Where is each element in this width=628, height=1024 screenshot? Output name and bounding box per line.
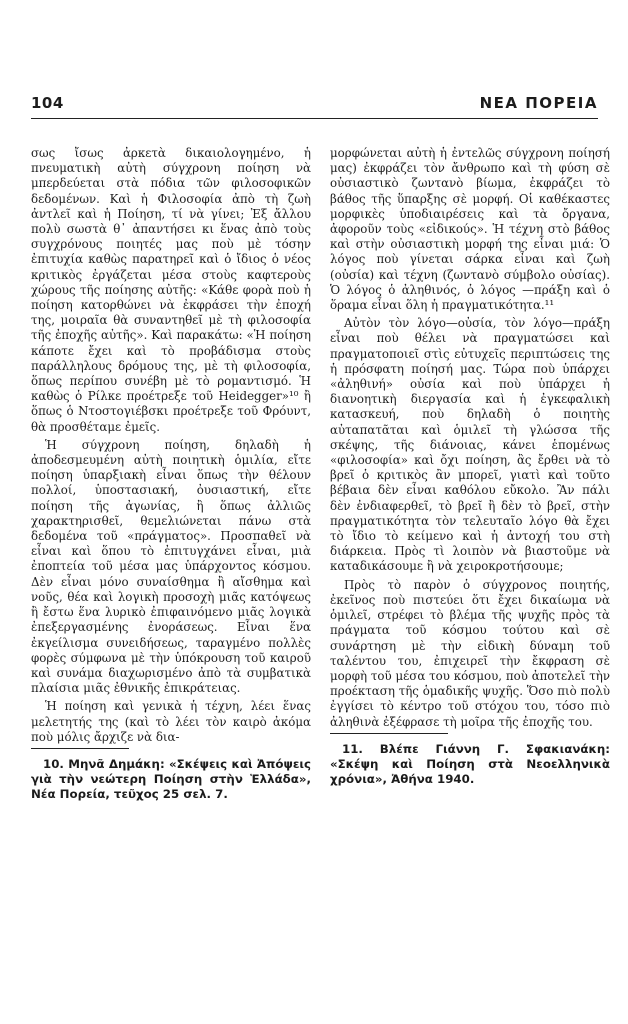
right-paragraph-1: μορφώνεται αὐτὴ ἡ ἐντελῶς σύγχρονη ποίησή μας) ἐκφράζει τὸν ἄνθρωπο καὶ τὴ φύση σὲ οὐσιαστικὸ ζωντανὸ βίωμα, ἐκφράζει τὸ βάθος τῆς ὕπαρξης σὲ μορφή. Οἱ καθέκαστες μορφικὲς ὑποδιαιρέσεις καὶ τὰ ὄργανα, ἀφοροῦν τοὺς «εἰδικούς». Ἡ τέχνη στὸ βάθος καὶ στὴν οὐσιαστικὴ μορφή της εἶναι μιά: Ὁ λόγος ποὺ γίνεται σάρκα εἶναι καὶ ζωὴ (οὐσία) καὶ τέχνη (ζωντανὸ σύμβολο οὐσίας). Ὁ λόγος ὁ ἀληθινός, ὁ λόγος —πράξη καὶ ὁ ὅραμα εἶναι ὅλη ἡ πραγματικότητα.¹¹	[330, 146, 610, 313]
footnote-rule-left	[31, 748, 129, 749]
right-paragraph-3: Πρὸς τὸ παρὸν ὁ σύγχρονος ποιητής, ἐκεῖνος ποὺ πιστεύει ὅτι ἔχει δικαίωμα νὰ ὁμιλεῖ, στρέφει τὸ βλέμα τῆς ψυχῆς πρὸς τὰ πράγματα τοῦ κόσμου τούτου καὶ σὲ συνάρτηση μὲ τὴν εἰδικὴ δύναμη τοῦ ταλέντου του, ἐπιχειρεῖ τὴν ἔκφραση σὲ μορφὴ τοῦ μέσα του κόσμου, ποὺ ἀποτελεῖ τὴν προέκταση τῆς ὁμαδικῆς ψυχῆς. Ὅσο πιὸ πολὺ ἐγγίσει τὸ κέντρο τοῦ στόχου του, τόσο πιὸ ἀληθινὰ ἐξέφρασε τὴ μοῖρα τῆς ἐποχῆς του.	[330, 577, 610, 729]
page-number: 104	[31, 94, 64, 112]
footnote-10: 10. Μηνᾶ Δημάκη: «Σκέψεις καὶ Ἀπόψεις γιὰ τὴν νεώτερη Ποίηση στὴν Ἑλλάδα», Νέα Πορεία, τεῦχος 25 σελ. 7.	[31, 756, 311, 802]
footnote-11: 11. Βλέπε Γιάννη Γ. Σφακιανάκη: «Σκέψη καὶ Ποίηση στὰ Νεοελληνικὰ χρόνια», Ἀθήνα 1940.	[330, 741, 610, 787]
right-paragraph-2: Αὐτὸν τὸν λόγο—οὐσία, τὸν λόγο—πράξη εἶναι ποὺ θέλει νὰ πραγματώσει καὶ πραγματοποιεῖ στὶς εὐτυχεῖς περιπτώσεις της ἡ πρόσφατη ποίησή μας. Τώρα ποὺ ὑπάρχει «ἀληθινή» οὐσία καὶ ποὺ ὑπάρχει ἡ διανοητικὴ διεργασία καὶ ἡ ἐγκεφαλικὴ κατασκευή, ποὺ δηλαδὴ ὁ ποιητὴς αὐταπατᾶται καὶ ὁμιλεῖ τὴ γλώσσα τῆς σκέψης, τῆς διάνοιας, κάνει ἑπομένως «φιλοσοφία» καὶ ὄχι ποίηση, ἂς ἔρθει νὰ τὸ βρεῖ ὁ κριτικὸς ἂν μπορεῖ, γιατὶ καὶ τοῦτο βέβαια δὲν εἶναι καθόλου εὔκολο. Ἂν πάλι δὲν ἐνδιαφερθεῖ, τὸ βρεῖ ἢ δὲν τὸ βρεῖ, στὴν πραγματικότητα τὸν τελευταῖο λόγο θὰ ἔχει τὸ ἴδιο τὸ κείμενο καὶ ἡ ἀντοχή του στὴ διάρκεια. Πρὸς τὶ λοιπὸν νὰ βιαστοῦμε νὰ καταδικάσουμε ἢ νὰ χειροκροτήσουμε;	[330, 316, 610, 574]
left-paragraph-1: σως ἴσως ἀρκετὰ δικαιολογημένο, ἡ πνευματικὴ αὐτὴ σύγχρονη ποίηση νὰ μπερδεύεται στὰ πόδια τῶν φιλοσοφικῶν δεδομένων. Καὶ ἡ Φιλοσοφία ἀπὸ τὴ ζωὴ ἀντλεῖ καὶ ἡ Ποίηση, τί νὰ γίνει; Ἐξ ἄλλου πολὺ σωστὰ θ᾽ ἀπαντήσει κι ἕνας ἀπὸ τοὺς συγχρόνους ποιητές μας ποὺ μὲ τόσην ἐπιτυχία καθὼς παρατηρεῖ καὶ ὁ ἴδιος ὁ νέος κριτικὸς ἐργάζεται μέσα στοὺς καφτεροὺς χώρους τῆς ποίησης αὐτῆς: «Κάθε φορὰ ποὺ ἡ ποίηση κατορθώνει νὰ ἐκφράσει τὴν ἐποχή της, μοιραῖα θὰ συναντηθεῖ μὲ τὴ φιλοσοφία τῆς ἐποχῆς αὐτῆς». Καὶ παρακάτω: «Ἡ ποίηση κάποτε ἔχει καὶ τὸ προβάδισμα στοὺς παράλληλους δρόμους της, μὲ τὴ φιλοσοφία, ὅπως περίπου συνέβη μὲ τὸ ρομαντισμό. Ἡ καθὼς ὁ Ρίλκε προέτρεξε τοῦ Heidegger»¹⁰ ἢ ὅπως ὁ Ντοστογιέβσκι προέτρεξε τοῦ Φρόυντ, θὰ προσθέταμε ἐμεῖς.	[31, 146, 311, 434]
right-column	[330, 146, 610, 790]
left-paragraph-3: Ἡ ποίηση καὶ γενικὰ ἡ τέχνη, λέει ἕνας μελετητής της (καὶ τὸ λέει τὸν καιρὸ ἀκόμα ποὺ μόλις ἄρχιζε νὰ δια-	[31, 699, 311, 744]
running-header-title: ΝΕΑ ΠΟΡΕΙΑ	[479, 94, 598, 112]
left-paragraph-2: Ἡ σύγχρονη ποίηση, δηλαδὴ ἡ ἀποδεσμευμένη αὐτὴ ποιητικὴ ὁμιλία, εἴτε ποίηση ὑπαρξιακὴ εἶναι ὅπως τὴν θέλουν πολλοί, ὑποστασιακή, ὀυσιαστική, εἴτε ποίηση τῆς ἀγωνίας, ἢ ὅπως ἀλλιῶς χαρακτηρισθεῖ, θεμελιώνεται πάνω στὰ δεδομένα τοῦ «πράγματος». Προσπαθεῖ νὰ εἶναι καὶ ὅπου τὸ ἐπιτυγχάνει εἶναι, μιὰ ἐποπτεία τοῦ μέσα μας ὑπάρχοντος κόσμου. Δὲν εἶναι μόνο συναίσθημα ἢ αἴσθημα καὶ νοῦς, θέα καὶ λογικὴ προσοχὴ μιᾶς κατόψεως ἢ ἔστω ἕνα λυρικὸ ἐπιφαινόμενο μιᾶς λογικὰ ἐπεξεργασμένης ἐνοράσεως. Εἶναι ἕνα ἐκγείλισμα συνειδήσεως, ταραγμένο πολλὲς φορὲς σύμφωνα μὲ τὴν ὑπόκρουση τοῦ καιροῦ καὶ συνάμα διαχωρισμένο ἀπὸ τὰ συμβατικὰ πλαίσια μιᾶς ἐθνικῆς ἐπικράτειας.	[31, 437, 311, 696]
left-column	[31, 146, 311, 806]
header-rule	[31, 118, 598, 119]
footnote-rule-right	[330, 733, 448, 734]
